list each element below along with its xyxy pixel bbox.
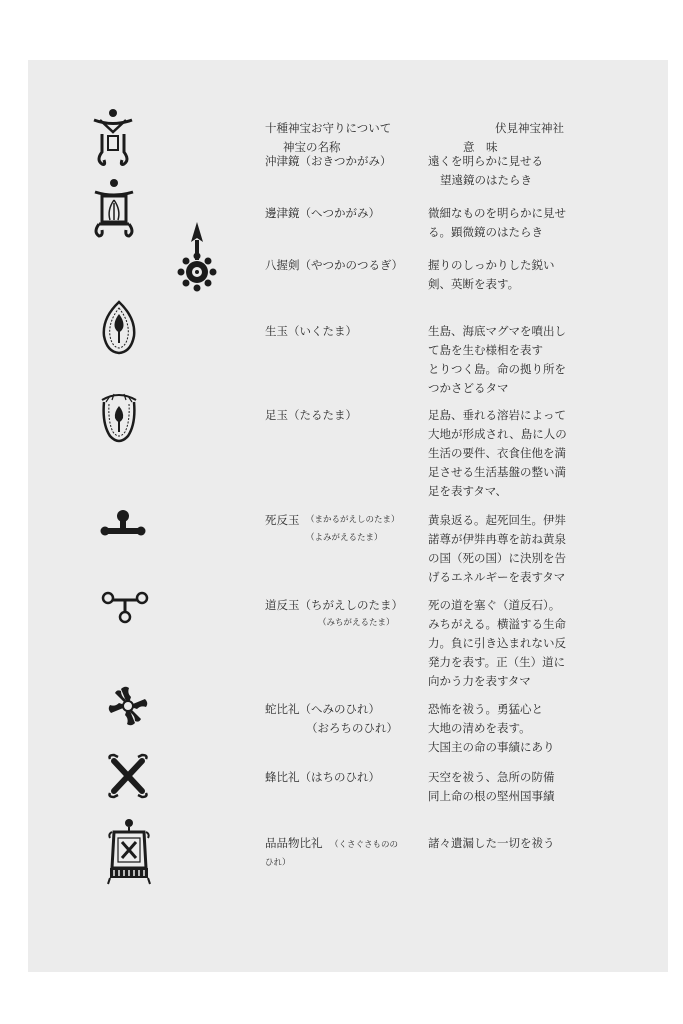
column-header-name: 神宝の名称 (283, 140, 341, 154)
item-meaning-line: 大国主の命の事績にあり (428, 740, 555, 754)
column-header-meaning: 意 味 (463, 140, 498, 154)
item-name-alt: （おろちのひれ） (306, 721, 398, 735)
item-meaning-line: 発力を表す。正（生）道に (428, 655, 566, 669)
item-name: 蛇比礼（へみのひれ） (265, 702, 380, 716)
hachi-hire-icon (106, 753, 150, 799)
item-meaning-line: みちがえる。横溢する生命 (428, 617, 566, 631)
item-meaning-line: 足させる生活基盤の整い満 (428, 465, 566, 479)
makarugaeshi-tama-icon (100, 508, 146, 542)
item-reading: （よみがえるたま） (306, 533, 383, 543)
item-name: 足玉（たるたま） (265, 408, 357, 422)
item-meaning-line: つかさどるタマ (428, 381, 509, 395)
item-meaning-line: 大地が形成され、島に人の (428, 427, 567, 441)
item-meaning-line: とりつく島。命の拠り所を (428, 362, 566, 376)
shrine-name: 伏見神宝神社 (495, 121, 564, 135)
item-name: 八握剣（やつかのつるぎ） (265, 258, 403, 272)
item-meaning-line: て島を生む様相を表す (428, 343, 543, 357)
item-meaning-line: る。顕微鏡のはたらき (428, 225, 543, 239)
hemi-hire-icon (105, 683, 151, 729)
item-meaning-line: 死の道を塞ぐ（道反石）。 (428, 598, 561, 612)
item-meaning-line: の国（死の国）に決別を告 (428, 551, 566, 565)
item-meaning-line: 大地の清めを表す。 (428, 721, 531, 735)
item-meaning-line: 剣、英断を表す。 (428, 277, 520, 291)
item-meaning-line: げるエネルギーを表すタマ (428, 570, 566, 584)
item-meaning-line: 天空を祓う、急所の防備 (428, 770, 555, 784)
item-meaning-line: 遠くを明らかに見せる (428, 154, 543, 168)
item-meaning-line: 足を表すタマ、 (428, 484, 508, 498)
hetsu-kagami-icon (91, 178, 137, 238)
item-name: 道反玉（ちがえしのたま） (265, 598, 403, 612)
yatsuka-tsurugi-icon (172, 220, 222, 296)
item-meaning-line: 同上命の根の堅州国事績 (428, 789, 555, 803)
item-meaning-line: 諸々遺漏した一切を祓う (428, 836, 555, 850)
item-meaning-line: 生活の要件、衣食住他を満 (428, 446, 566, 460)
item-meaning-line: 諾尊が伊弉冉尊を訪ね黄泉 (428, 532, 566, 546)
okitsu-kagami-icon (90, 108, 136, 170)
ikutama-icon (98, 298, 140, 356)
tarutama-icon (98, 390, 140, 446)
item-name: 邊津鏡（へつかがみ） (265, 206, 380, 220)
item-reading: （みちがえるたま） (318, 618, 395, 628)
item-meaning-line: 足島、垂れる溶岩によって (428, 408, 566, 422)
item-name: 生玉（いくたま） (265, 324, 357, 338)
item-meaning-line: 微細なものを明らかに見せ (428, 206, 566, 220)
item-meaning-line: 恐怖を祓う。勇猛心と (428, 702, 543, 716)
item-meaning-line: 力。負に引き込まれない反 (428, 636, 566, 650)
item-name: 品品物比礼 (265, 836, 323, 850)
item-name: 蜂比礼（はちのひれ） (265, 770, 380, 784)
kusagusa-mono-hire-icon (106, 818, 152, 888)
item-meaning-line: 生島、海底マグマを噴出し (428, 324, 566, 338)
chigaeshi-tama-icon (100, 590, 150, 624)
item-reading: （くさぐさものの (330, 840, 399, 850)
item-reading: ひれ） (265, 858, 291, 868)
item-name: 死反玉 (265, 513, 300, 527)
item-name: 沖津鏡（おきつかがみ） (265, 154, 392, 168)
document-title: 十種神宝お守りについて (265, 121, 392, 135)
item-meaning-line: 望遠鏡のはたらき (440, 173, 532, 187)
item-meaning-line: 握りのしっかりした鋭い (428, 258, 555, 272)
item-meaning-line: 向かう力を表すタマ (428, 674, 531, 688)
item-meaning-line: 黄泉返る。起死回生。伊弉 (428, 513, 566, 527)
item-reading: （まかるがえしのたま） (306, 515, 400, 525)
